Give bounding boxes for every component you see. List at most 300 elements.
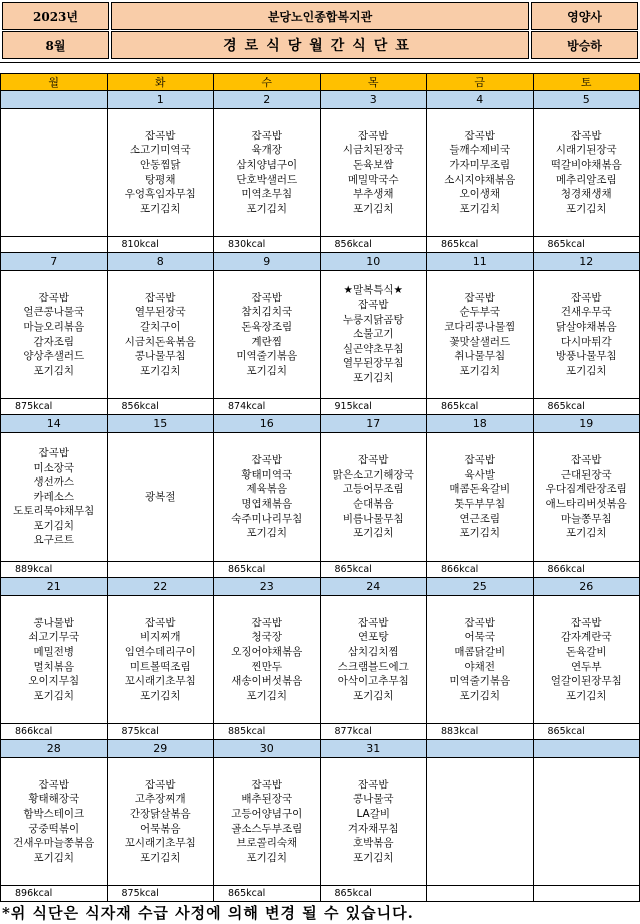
menu-item: 배추된장국 xyxy=(241,793,293,806)
menu-item: 잡곡밥 xyxy=(145,129,176,142)
menu-items xyxy=(321,758,427,885)
day-number: 7 xyxy=(1,253,107,271)
menu-items xyxy=(214,596,320,723)
header-row-1 xyxy=(0,2,640,30)
menu-item: 돈육보쌈 xyxy=(352,158,394,171)
menu-item: 잡곡밥 xyxy=(358,299,389,312)
menu-item: 포기김치 xyxy=(459,202,501,215)
day-number: 31 xyxy=(321,740,427,758)
menu-item: 잡곡밥 xyxy=(145,616,176,629)
menu-item: 계란찜 xyxy=(251,335,282,348)
calorie-value: 885kcal xyxy=(214,723,320,739)
menu-item: 돈육장조림 xyxy=(241,320,293,333)
weekday-header-row xyxy=(1,74,640,91)
menu-item: 닭살야채볶음 xyxy=(555,320,617,333)
menu-item: 궁중떡볶이 xyxy=(28,822,80,835)
menu-item: 코다리콩나물찜 xyxy=(444,320,516,333)
week-row xyxy=(1,253,640,415)
day-cell xyxy=(214,578,321,740)
footer-note: *위 식단은 식자재 수급 사정에 의해 변경 될 수 있습니다. xyxy=(2,904,414,922)
calorie-value: 865kcal xyxy=(534,723,640,739)
menu-items xyxy=(1,596,107,723)
menu-item: 포기김치 xyxy=(33,519,75,532)
menu-item: 황태미역국 xyxy=(241,468,293,481)
menu-item: 황태해장국 xyxy=(28,793,80,806)
menu-items xyxy=(214,271,320,398)
day-cell xyxy=(534,415,640,578)
menu-item: 잡곡밥 xyxy=(571,291,602,304)
menu-item: 소시지야채볶음 xyxy=(444,173,516,186)
day-number: 1 xyxy=(108,91,214,109)
menu-items xyxy=(321,596,427,723)
day-number: 16 xyxy=(214,415,320,433)
menu-item: 단호박샐러드 xyxy=(236,173,298,186)
calorie-value: 915kcal xyxy=(321,398,427,414)
calorie-value: 865kcal xyxy=(214,561,320,577)
menu-items xyxy=(214,433,320,561)
day-number: 14 xyxy=(1,415,107,433)
menu-items xyxy=(108,109,214,236)
dietitian-name-cell: 방승하 xyxy=(531,31,638,59)
menu-items xyxy=(1,433,107,561)
menu-items xyxy=(108,271,214,398)
menu-item: 포기김치 xyxy=(246,364,288,377)
menu-item: 미역줄기볶음 xyxy=(449,675,511,688)
menu-item: 생선까스 xyxy=(33,476,75,489)
menu-item: 오징어야채볶음 xyxy=(231,645,303,658)
page-title: 경로식당월간식단표 xyxy=(223,38,417,54)
menu-item: 시래기된장국 xyxy=(555,144,617,157)
menu-item: 잡곡밥 xyxy=(464,454,495,467)
menu-item: 포기김치 xyxy=(139,364,181,377)
day-number: 28 xyxy=(1,740,107,758)
month-cell: 8월 xyxy=(2,31,109,59)
year-cell: 2023년 xyxy=(2,2,109,30)
calorie-value xyxy=(534,885,640,901)
menu-item: 광복절 xyxy=(145,490,176,503)
menu-items xyxy=(214,109,320,236)
menu-item: 포기김치 xyxy=(352,202,394,215)
menu-item: 다시마튀각 xyxy=(560,335,612,348)
menu-item: ★말복특식★ xyxy=(343,284,403,297)
menu-item: 청국장 xyxy=(251,631,282,644)
menu-item: 꼬시래기초무침 xyxy=(124,837,196,850)
weekday-label: 수 xyxy=(214,74,321,91)
menu-item: 얼갈이된장무침 xyxy=(550,675,622,688)
menu-item: 잡곡밥 xyxy=(464,616,495,629)
weekday-label: 목 xyxy=(321,74,428,91)
menu-item: 포기김치 xyxy=(33,364,75,377)
menu-item: 잡곡밥 xyxy=(571,616,602,629)
menu-items xyxy=(214,758,320,885)
menu-item: 잡곡밥 xyxy=(251,454,282,467)
menu-item: 삼치양념구이 xyxy=(236,158,298,171)
menu-item: 제육볶음 xyxy=(246,483,288,496)
calorie-value: 865kcal xyxy=(427,398,533,414)
menu-item: 감자계란국 xyxy=(560,631,612,644)
menu-item: 고등어무조림 xyxy=(342,483,404,496)
menu-item: 소고기미역국 xyxy=(129,144,191,157)
menu-item: 미소장국 xyxy=(33,461,75,474)
menu-item: 마늘쫑무침 xyxy=(560,512,612,525)
menu-item: 순대볶음 xyxy=(352,498,394,510)
menu-item: 야채전 xyxy=(464,660,495,673)
day-number: 18 xyxy=(427,415,533,433)
day-cell xyxy=(108,578,215,740)
menu-item: 잡곡밥 xyxy=(38,446,69,459)
menu-items xyxy=(108,758,214,885)
menu-item: 포기김치 xyxy=(565,527,607,540)
day-number: 5 xyxy=(534,91,640,109)
day-number xyxy=(427,740,533,758)
menu-item: 포기김치 xyxy=(459,689,501,702)
menu-item: 삼치김치찜 xyxy=(347,645,399,658)
day-cell xyxy=(1,740,108,902)
menu-item: 포기김치 xyxy=(246,689,288,702)
menu-item: 임연수데리구이 xyxy=(124,645,196,658)
menu-items xyxy=(321,271,427,398)
week-row xyxy=(1,415,640,578)
day-number: 24 xyxy=(321,578,427,596)
calorie-value: 896kcal xyxy=(1,885,107,901)
weekday-label: 금 xyxy=(427,74,534,91)
menu-items xyxy=(1,271,107,398)
menu-item: 콩나물무침 xyxy=(134,350,186,363)
menu-items xyxy=(108,433,214,561)
menu-item: 포기김치 xyxy=(139,202,181,215)
calorie-value: 877kcal xyxy=(321,723,427,739)
spacer-row xyxy=(0,62,640,74)
menu-item: 우다짐계란장조림 xyxy=(545,483,627,496)
menu-item: 콩나물밥 xyxy=(33,616,75,629)
menu-item: 순두부국 xyxy=(459,306,501,319)
menu-item: 어묵볶음 xyxy=(139,822,181,835)
menu-item: 잡곡밥 xyxy=(145,291,176,304)
calorie-value: 866kcal xyxy=(1,723,107,739)
day-number: 8 xyxy=(108,253,214,271)
day-cell xyxy=(1,253,108,415)
day-number: 2 xyxy=(214,91,320,109)
menu-item: 근대된장국 xyxy=(560,468,612,481)
menu-item: 잡곡밥 xyxy=(38,778,69,791)
day-number: 11 xyxy=(427,253,533,271)
menu-item: 돈육갈비 xyxy=(565,645,607,658)
header-row-2 xyxy=(0,31,640,59)
menu-items xyxy=(427,109,533,236)
menu-item: 브로콜리숙채 xyxy=(236,837,298,850)
day-number: 21 xyxy=(1,578,107,596)
menu-item: 포기김치 xyxy=(565,364,607,377)
day-cell xyxy=(1,91,108,253)
day-number: 23 xyxy=(214,578,320,596)
day-cell xyxy=(214,91,321,253)
day-number: 26 xyxy=(534,578,640,596)
menu-item: 꼬시래기초무침 xyxy=(124,675,196,688)
calorie-value: 866kcal xyxy=(427,561,533,577)
menu-item: 함박스테이크 xyxy=(23,807,85,820)
menu-item: 애느타리버섯볶음 xyxy=(545,498,627,510)
calorie-value: 866kcal xyxy=(534,561,640,577)
menu-item: 매콤돈육갈비 xyxy=(449,483,511,496)
menu-items xyxy=(321,433,427,561)
day-number: 22 xyxy=(108,578,214,596)
menu-item: 비지찌개 xyxy=(139,631,181,644)
org-name-cell: 분당노인종합복지관 xyxy=(111,2,529,30)
day-number: 10 xyxy=(321,253,427,271)
day-number: 29 xyxy=(108,740,214,758)
menu-item: 쇠고기무국 xyxy=(28,631,80,644)
menu-item: LA갈비 xyxy=(356,807,391,820)
calorie-value xyxy=(108,561,214,577)
menu-item: 실곤약초무침 xyxy=(342,342,404,355)
menu-item: 가자미무조림 xyxy=(449,158,511,171)
day-number: 12 xyxy=(534,253,640,271)
menu-item: 육사발 xyxy=(464,468,495,481)
menu-item: 잡곡밥 xyxy=(38,291,69,304)
menu-item: 비름나물무침 xyxy=(342,512,404,525)
menu-item: 톳두부무침 xyxy=(454,498,506,510)
menu-item: 요구르트 xyxy=(33,534,75,547)
menu-item: 미역줄기볶음 xyxy=(236,350,298,363)
menu-item: 감자조림 xyxy=(33,335,75,348)
menu-item: 골소스두부조림 xyxy=(231,822,303,835)
menu-item: 열무된장국 xyxy=(134,306,186,319)
menu-item: 메밀전병 xyxy=(33,645,75,658)
calorie-value xyxy=(427,885,533,901)
menu-item: 시금치돈육볶음 xyxy=(124,335,196,348)
calorie-value: 856kcal xyxy=(321,236,427,252)
day-cell xyxy=(321,253,428,415)
menu-item: 미트볼떡조림 xyxy=(129,660,191,673)
day-cell xyxy=(534,91,640,253)
title-cell xyxy=(111,31,529,59)
calorie-value: 883kcal xyxy=(427,723,533,739)
calorie-value: 875kcal xyxy=(108,723,214,739)
menu-item: 숙주미나리무침 xyxy=(231,512,303,525)
menu-item: 포기김치 xyxy=(565,202,607,215)
menu-item: 잡곡밥 xyxy=(251,291,282,304)
day-cell xyxy=(427,740,534,902)
menu-items xyxy=(1,109,107,236)
menu-item: 취나물무침 xyxy=(454,350,506,363)
menu-item: 고등어양념구이 xyxy=(231,807,303,820)
calorie-value: 865kcal xyxy=(534,236,640,252)
role-cell: 영양사 xyxy=(531,2,638,30)
day-cell xyxy=(321,91,428,253)
day-number: 17 xyxy=(321,415,427,433)
calorie-value: 875kcal xyxy=(108,885,214,901)
menu-calendar xyxy=(0,74,640,902)
menu-item: 연두부 xyxy=(571,660,602,673)
menu-item: 호박볶음 xyxy=(352,837,394,850)
menu-items xyxy=(427,433,533,561)
menu-item: 명엽채볶음 xyxy=(241,498,293,510)
day-cell xyxy=(534,578,640,740)
menu-item: 오이생채 xyxy=(459,188,501,201)
menu-item: 건새우무국 xyxy=(560,306,612,319)
menu-item: 청경채생채 xyxy=(560,188,612,201)
calorie-value: 865kcal xyxy=(427,236,533,252)
day-number: 25 xyxy=(427,578,533,596)
menu-item: 멸치볶음 xyxy=(33,660,75,673)
menu-item: 포기김치 xyxy=(33,851,75,864)
menu-item: 포기김치 xyxy=(246,851,288,864)
menu-items xyxy=(534,596,640,723)
menu-items xyxy=(427,758,533,885)
day-cell xyxy=(534,740,640,902)
menu-item: 도토리묵야채무침 xyxy=(13,505,95,518)
menu-items xyxy=(1,758,107,885)
day-number: 15 xyxy=(108,415,214,433)
menu-item: 포기김치 xyxy=(352,851,394,864)
menu-item: 카레소스 xyxy=(33,490,75,503)
menu-item: 방풍나물무침 xyxy=(555,350,617,363)
menu-item: 잡곡밥 xyxy=(358,129,389,142)
weekday-label: 화 xyxy=(108,74,215,91)
menu-item: 잡곡밥 xyxy=(464,129,495,142)
menu-item: 포기김치 xyxy=(139,689,181,702)
menu-item: 연근조림 xyxy=(459,512,501,525)
menu-item: 포기김치 xyxy=(565,689,607,702)
menu-item: 포기김치 xyxy=(352,527,394,540)
menu-item: 포기김치 xyxy=(459,364,501,377)
menu-item: 포기김치 xyxy=(246,202,288,215)
calorie-value: 810kcal xyxy=(108,236,214,252)
day-number xyxy=(534,740,640,758)
calorie-value: 889kcal xyxy=(1,561,107,577)
menu-item: 포기김치 xyxy=(139,851,181,864)
calorie-value: 865kcal xyxy=(534,398,640,414)
day-cell xyxy=(534,253,640,415)
menu-item: 잡곡밥 xyxy=(464,291,495,304)
menu-item: 떡갈비야채볶음 xyxy=(550,158,622,171)
menu-item: 맑은소고기해장국 xyxy=(332,468,414,481)
menu-item: 부추생채 xyxy=(352,188,394,201)
calorie-value: 856kcal xyxy=(108,398,214,414)
week-row xyxy=(1,91,640,253)
menu-item: 양상추샐러드 xyxy=(23,350,85,363)
calorie-value: 875kcal xyxy=(1,398,107,414)
menu-item: 잡곡밥 xyxy=(358,454,389,467)
menu-item: 잡곡밥 xyxy=(571,454,602,467)
day-cell xyxy=(214,740,321,902)
menu-items xyxy=(534,271,640,398)
menu-items xyxy=(534,109,640,236)
menu-item: 콩나물국 xyxy=(352,793,394,806)
menu-item: 시금치된장국 xyxy=(342,144,404,157)
calorie-value: 830kcal xyxy=(214,236,320,252)
menu-item: 잡곡밥 xyxy=(251,129,282,142)
menu-items xyxy=(534,758,640,885)
menu-item: 연포탕 xyxy=(358,631,389,644)
menu-item: 어묵국 xyxy=(464,631,495,644)
day-cell xyxy=(427,415,534,578)
menu-item: 매콤닭갈비 xyxy=(454,645,506,658)
menu-item: 메밀막국수 xyxy=(347,173,399,186)
menu-items xyxy=(427,596,533,723)
menu-item: 잡곡밥 xyxy=(358,778,389,791)
menu-item: 메추리알조림 xyxy=(555,173,617,186)
day-cell xyxy=(108,253,215,415)
menu-items xyxy=(534,433,640,561)
day-cell xyxy=(1,578,108,740)
day-cell xyxy=(321,578,428,740)
menu-item: 잡곡밥 xyxy=(145,778,176,791)
day-number: 9 xyxy=(214,253,320,271)
calorie-value xyxy=(1,236,107,252)
menu-item: 누룽지닭곰탕 xyxy=(342,313,404,326)
day-cell xyxy=(214,253,321,415)
menu-item: 열무된장무침 xyxy=(342,357,404,370)
menu-item: 스크램블드에그 xyxy=(337,660,409,673)
week-row xyxy=(1,578,640,740)
menu-item: 포기김치 xyxy=(246,527,288,540)
day-number xyxy=(1,91,107,109)
day-cell xyxy=(214,415,321,578)
menu-item: 겨자채무침 xyxy=(347,822,399,835)
menu-item: 잡곡밥 xyxy=(571,129,602,142)
menu-item: 간장닭살볶음 xyxy=(129,807,191,820)
calorie-value: 865kcal xyxy=(321,561,427,577)
menu-item: 잡곡밥 xyxy=(251,778,282,791)
day-number: 3 xyxy=(321,91,427,109)
day-number: 4 xyxy=(427,91,533,109)
menu-item: 마늘오리볶음 xyxy=(23,320,85,333)
menu-items xyxy=(108,596,214,723)
menu-item: 참치김치국 xyxy=(241,306,293,319)
weekday-label: 월 xyxy=(1,74,108,91)
menu-item: 육개장 xyxy=(251,144,282,157)
calorie-value: 865kcal xyxy=(214,885,320,901)
menu-item: 잡곡밥 xyxy=(358,616,389,629)
calorie-value: 865kcal xyxy=(321,885,427,901)
menu-item: 포기김치 xyxy=(33,689,75,702)
weekday-label: 토 xyxy=(534,74,640,91)
day-cell xyxy=(108,740,215,902)
menu-item: 꽃맛살샐러드 xyxy=(449,335,511,348)
menu-item: 우엉흑임자무침 xyxy=(124,188,196,201)
menu-item: 건새우마늘쫑볶음 xyxy=(13,837,95,850)
day-cell xyxy=(108,415,215,578)
day-cell xyxy=(321,415,428,578)
menu-item: 얼큰콩나물국 xyxy=(23,306,85,319)
menu-item: 포기김치 xyxy=(459,527,501,540)
menu-item: 오이지무침 xyxy=(28,675,80,688)
menu-item: 포기김치 xyxy=(352,689,394,702)
day-cell xyxy=(427,91,534,253)
menu-items xyxy=(427,271,533,398)
day-cell xyxy=(427,578,534,740)
menu-items xyxy=(321,109,427,236)
menu-item: 찐만두 xyxy=(251,660,282,673)
menu-item: 들깨수제비국 xyxy=(449,144,511,157)
day-cell xyxy=(321,740,428,902)
menu-item: 미역초무침 xyxy=(241,188,293,201)
menu-item: 탕평채 xyxy=(145,173,176,186)
day-number: 30 xyxy=(214,740,320,758)
menu-item: 새송이버섯볶음 xyxy=(231,675,303,688)
day-number: 19 xyxy=(534,415,640,433)
menu-item: 고추장찌개 xyxy=(134,793,186,806)
menu-item: 안동찜닭 xyxy=(139,158,181,171)
week-row xyxy=(1,740,640,902)
day-cell xyxy=(1,415,108,578)
menu-item: 아삭이고추무침 xyxy=(337,675,409,688)
menu-item: 갈치구이 xyxy=(139,320,181,333)
menu-item: 포기김치 xyxy=(352,371,394,384)
menu-item: 소불고기 xyxy=(352,328,394,341)
calorie-value: 874kcal xyxy=(214,398,320,414)
